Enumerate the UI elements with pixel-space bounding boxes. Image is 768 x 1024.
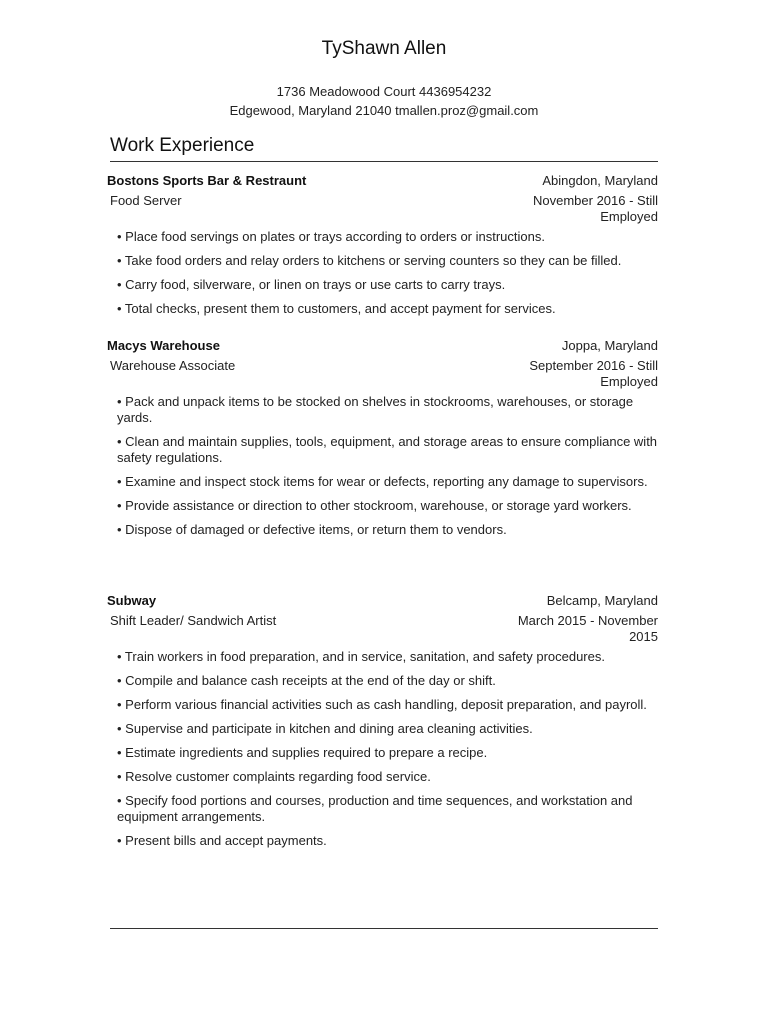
job-role: Food Server <box>110 193 182 208</box>
job-location: Abingdon, Maryland <box>542 173 658 188</box>
duty-item: • Estimate ingredients and supplies required to prepare a recipe. <box>117 745 488 760</box>
job-entry <box>107 338 658 546</box>
job-entry <box>107 173 658 325</box>
company-name: Bostons Sports Bar & Restraunt <box>107 173 307 188</box>
job-location: Belcamp, Maryland <box>546 593 658 608</box>
duty-item: • Present bills and accept payments. <box>117 833 327 848</box>
duty-item: • Perform various financial activities such as cash handling, deposit preparation, and payroll. <box>117 697 647 712</box>
duty-item: • Dispose of damaged or defective items, or return them to vendors. <box>117 522 507 537</box>
duty-item: • Supervise and participate in kitchen and dining area cleaning activities. <box>117 721 533 736</box>
duty-item: • Pack and unpack items to be stocked on shelves in stockrooms, warehouses, or storage yards. <box>117 394 634 425</box>
job-dates: March 2015 - November 2015 <box>517 613 658 644</box>
job-location: Joppa, Maryland <box>561 338 658 353</box>
address-line-2: Edgewood, Maryland 21040 tmallen.proz@gmail.com <box>229 103 539 118</box>
company-name: Macys Warehouse <box>107 338 220 353</box>
company-name: Subway <box>107 593 157 608</box>
page-bottom-divider <box>110 928 658 929</box>
duty-list <box>107 649 658 849</box>
duty-item: • Compile and balance cash receipts at the end of the day or shift. <box>117 673 496 688</box>
section-title: Work Experience <box>110 135 255 156</box>
section-divider <box>110 161 658 162</box>
duty-item: • Total checks, present them to customers, and accept payment for services. <box>117 301 556 316</box>
duty-item: • Train workers in food preparation, and in service, sanitation, and safety procedures. <box>117 649 605 664</box>
job-role: Shift Leader/ Sandwich Artist <box>110 613 277 628</box>
duty-item: • Specify food portions and courses, production and time sequences, and workstation and equipment arrangements. <box>117 793 633 824</box>
duty-list <box>107 394 658 538</box>
job-entry <box>107 593 658 857</box>
duty-item: • Place food servings on plates or trays according to orders or instructions. <box>117 229 545 244</box>
duty-list <box>107 229 658 317</box>
address-line-1: 1736 Meadowood Court 4436954232 <box>276 84 492 99</box>
duty-item: • Carry food, silverware, or linen on trays or use carts to carry trays. <box>117 277 506 292</box>
job-dates: September 2016 - Still Employed <box>529 358 658 389</box>
job-role: Warehouse Associate <box>110 358 236 373</box>
duty-item: • Provide assistance or direction to other stockroom, warehouse, or storage yard workers. <box>117 498 632 513</box>
job-dates: November 2016 - Still Employed <box>533 193 658 224</box>
duty-item: • Clean and maintain supplies, tools, equipment, and storage areas to ensure compliance with safety regulations. <box>117 434 658 465</box>
applicant-name: TyShawn Allen <box>321 38 447 59</box>
duty-item: • Examine and inspect stock items for wear or defects, reporting any damage to supervisors. <box>117 474 648 489</box>
duty-item: • Take food orders and relay orders to kitchens or serving counters so they can be filled. <box>117 253 622 268</box>
duty-item: • Resolve customer complaints regarding food service. <box>117 769 431 784</box>
